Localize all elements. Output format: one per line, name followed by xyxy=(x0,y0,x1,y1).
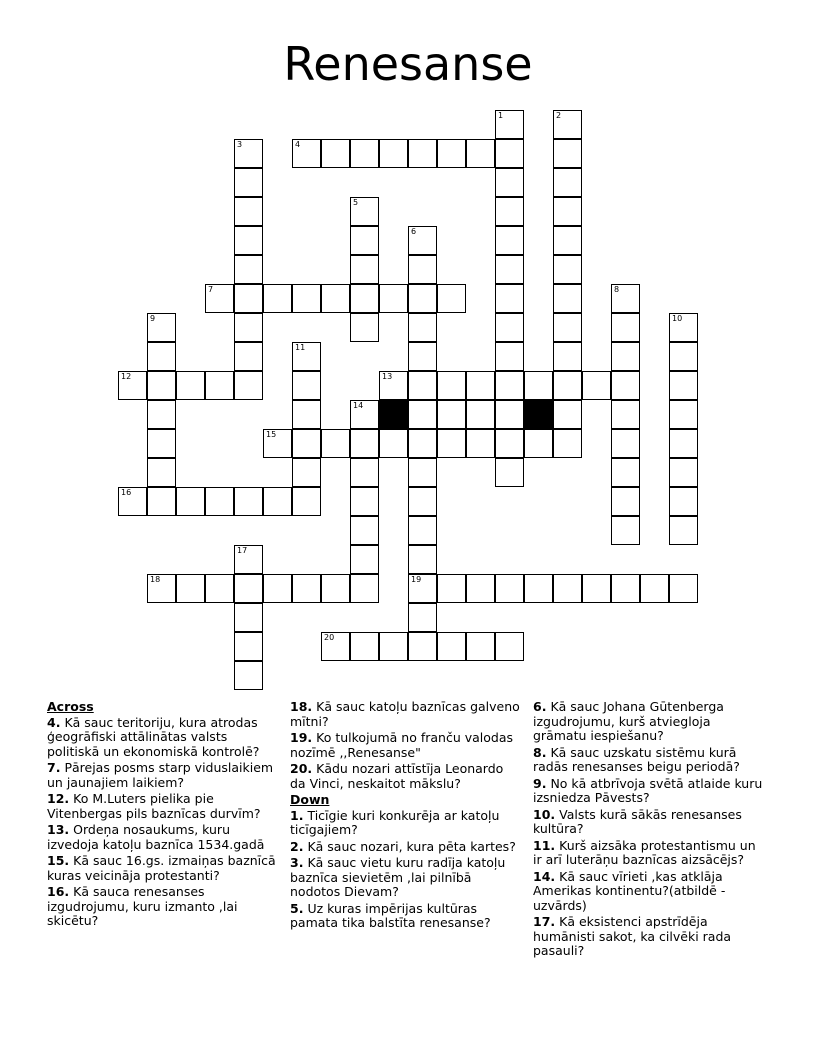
grid-cell[interactable] xyxy=(524,574,553,603)
clue-number-16: 16 xyxy=(121,488,132,497)
grid-cell[interactable] xyxy=(437,429,466,458)
grid-cell[interactable] xyxy=(408,313,437,342)
grid-cell[interactable] xyxy=(495,168,524,197)
grid-cell[interactable] xyxy=(292,574,321,603)
grid-cell[interactable] xyxy=(495,342,524,371)
grid-cell[interactable] xyxy=(553,139,582,168)
grid-cell[interactable] xyxy=(640,574,669,603)
grid-cell[interactable] xyxy=(466,371,495,400)
grid-cell[interactable] xyxy=(408,458,437,487)
clue-number-10: 10 xyxy=(672,314,683,323)
grid-cell[interactable] xyxy=(495,371,524,400)
grid-cell[interactable] xyxy=(350,545,379,574)
grid-cell[interactable] xyxy=(611,284,640,313)
grid-cell[interactable] xyxy=(611,458,640,487)
grid-cell[interactable] xyxy=(118,487,147,516)
grid-cell[interactable] xyxy=(408,516,437,545)
grid-cell[interactable] xyxy=(669,400,698,429)
clue-down-14: 14. Kā sauc vīrieti ,kas atklāja Amerikas kontinentu?(atbildē - uzvārds) xyxy=(533,868,726,913)
grid-cell[interactable] xyxy=(234,168,263,197)
grid-cell[interactable] xyxy=(263,574,292,603)
grid-cell[interactable] xyxy=(292,342,321,371)
grid-cell[interactable] xyxy=(234,197,263,226)
grid-cell[interactable] xyxy=(176,574,205,603)
grid-cell[interactable] xyxy=(669,487,698,516)
clue-down-1: 1. Ticīgie kuri konkurēja ar katoļu ticīgajiem? xyxy=(290,807,500,837)
grid-cell[interactable] xyxy=(350,313,379,342)
grid-cell[interactable] xyxy=(350,139,379,168)
grid-cell[interactable] xyxy=(379,284,408,313)
grid-cell[interactable] xyxy=(553,110,582,139)
grid-cell[interactable] xyxy=(379,139,408,168)
grid-cell[interactable] xyxy=(147,313,176,342)
grid-cell[interactable] xyxy=(147,342,176,371)
black-square xyxy=(524,400,553,429)
grid-cell[interactable] xyxy=(495,400,524,429)
grid-cell[interactable] xyxy=(437,632,466,661)
grid-cell[interactable] xyxy=(611,516,640,545)
grid-cell[interactable] xyxy=(176,487,205,516)
black-square xyxy=(379,400,408,429)
grid-cell[interactable] xyxy=(611,342,640,371)
clue-across-16: 16. Kā sauca renesanses izgudrojumu, kuru izmanto ,lai skicētu? xyxy=(47,884,238,928)
grid-cell[interactable] xyxy=(176,371,205,400)
clue-down-6: 6. Kā sauc Johana Gūtenberga izgudrojumu, kurš atviegloja grāmatu iespiešanu? xyxy=(533,699,724,743)
grid-cell[interactable] xyxy=(292,458,321,487)
grid-cell[interactable] xyxy=(669,342,698,371)
grid-cell[interactable] xyxy=(321,429,350,458)
grid-cell[interactable] xyxy=(669,458,698,487)
grid-cell[interactable] xyxy=(553,342,582,371)
clue-number-20: 20 xyxy=(324,633,335,642)
grid-cell[interactable] xyxy=(321,632,350,661)
grid-cell[interactable] xyxy=(234,255,263,284)
grid-cell[interactable] xyxy=(234,139,263,168)
clue-number-9: 9 xyxy=(150,314,156,323)
clues-column-2 xyxy=(290,700,522,933)
grid-cell[interactable] xyxy=(379,429,408,458)
down-heading: Down xyxy=(290,792,330,807)
grid-cell[interactable] xyxy=(147,429,176,458)
grid-cell[interactable] xyxy=(553,400,582,429)
grid-cell[interactable] xyxy=(263,284,292,313)
grid-cell[interactable] xyxy=(408,226,437,255)
grid-cell[interactable] xyxy=(611,574,640,603)
grid-cell[interactable] xyxy=(147,458,176,487)
grid-cell[interactable] xyxy=(147,574,176,603)
clue-number-17: 17 xyxy=(237,546,248,555)
grid-cell[interactable] xyxy=(350,574,379,603)
grid-cell[interactable] xyxy=(234,226,263,255)
grid-cell[interactable] xyxy=(495,632,524,661)
grid-cell[interactable] xyxy=(292,429,321,458)
grid-cell[interactable] xyxy=(379,632,408,661)
grid-cell[interactable] xyxy=(292,400,321,429)
grid-cell[interactable] xyxy=(205,284,234,313)
grid-cell[interactable] xyxy=(408,255,437,284)
grid-cell[interactable] xyxy=(118,371,147,400)
grid-cell[interactable] xyxy=(350,487,379,516)
clue-number-1: 1 xyxy=(498,111,504,120)
grid-cell[interactable] xyxy=(669,371,698,400)
across-heading: Across xyxy=(47,699,94,714)
grid-cell[interactable] xyxy=(408,139,437,168)
grid-cell[interactable] xyxy=(234,661,263,690)
clues-column-3 xyxy=(533,700,765,961)
clue-down-2: 2. Kā sauc nozari, kura pēta kartes? xyxy=(290,838,516,854)
clue-number-8: 8 xyxy=(614,285,620,294)
clue-across-19: 19. Ko tulkojumā no franču valodas nozīmē ,,Renesanse" xyxy=(290,730,513,760)
grid-cell[interactable] xyxy=(292,139,321,168)
grid-cell[interactable] xyxy=(524,429,553,458)
grid-cell[interactable] xyxy=(553,255,582,284)
clue-across-7: 7. Pārejas posms starp viduslaikiem un jaunajiem laikiem? xyxy=(47,760,274,790)
clue-number-4: 4 xyxy=(295,140,301,149)
clue-across-20: 20. Kādu nozari attīstīja Leonardo da Vinci, neskaitot mākslu? xyxy=(290,761,504,791)
grid-cell[interactable] xyxy=(205,574,234,603)
clues-column-1 xyxy=(47,700,279,931)
grid-cell[interactable] xyxy=(263,487,292,516)
grid-cell[interactable] xyxy=(350,632,379,661)
grid-cell[interactable] xyxy=(234,371,263,400)
grid-cell[interactable] xyxy=(292,284,321,313)
grid-cell[interactable] xyxy=(350,458,379,487)
grid-cell[interactable] xyxy=(669,574,698,603)
grid-cell[interactable] xyxy=(669,429,698,458)
grid-cell[interactable] xyxy=(553,574,582,603)
grid-cell[interactable] xyxy=(321,284,350,313)
grid-cell[interactable] xyxy=(408,632,437,661)
clue-down-8: 8. Kā sauc uzskatu sistēmu kurā radās renesanses beigu periodā? xyxy=(533,744,740,774)
grid-cell[interactable] xyxy=(408,603,437,632)
clue-down-17: 17. Kā eksistenci apstrīdēja humānisti sakot, ka cilvēki rada pasauli? xyxy=(533,914,732,958)
clue-across-15: 15. Kā sauc 16.gs. izmaiņas baznīcā kuras veicināja protestanti? xyxy=(47,853,276,883)
grid-cell[interactable] xyxy=(524,371,553,400)
grid-cell[interactable] xyxy=(495,284,524,313)
grid-cell[interactable] xyxy=(147,371,176,400)
grid-cell[interactable] xyxy=(350,255,379,284)
grid-cell[interactable] xyxy=(437,574,466,603)
grid-cell[interactable] xyxy=(234,284,263,313)
clue-across-4: 4. Kā sauc teritoriju, kura atrodas ģeogrāfiski attālinātas valsts politiskā un ekonomiskā kontrolē? xyxy=(47,714,260,759)
grid-cell[interactable] xyxy=(611,313,640,342)
clue-across-13: 13. Ordeņa nosaukums, kuru izvedoja katoļu baznīca 1534.gadā xyxy=(47,822,265,852)
grid-cell[interactable] xyxy=(495,226,524,255)
grid-cell[interactable] xyxy=(669,313,698,342)
grid-cell[interactable] xyxy=(350,197,379,226)
grid-cell[interactable] xyxy=(350,516,379,545)
clue-number-5: 5 xyxy=(353,198,359,207)
grid-cell[interactable] xyxy=(669,516,698,545)
grid-cell[interactable] xyxy=(553,371,582,400)
clue-down-9: 9. No kā atbrīvoja svētā atlaide kuru izsniedza Pāvests? xyxy=(533,775,763,805)
grid-cell[interactable] xyxy=(553,429,582,458)
grid-cell[interactable] xyxy=(437,284,466,313)
clue-number-15: 15 xyxy=(266,430,277,439)
clue-number-19: 19 xyxy=(411,575,422,584)
grid-cell[interactable] xyxy=(495,197,524,226)
grid-cell[interactable] xyxy=(437,139,466,168)
grid-cell[interactable] xyxy=(466,574,495,603)
grid-cell[interactable] xyxy=(234,632,263,661)
grid-cell[interactable] xyxy=(408,342,437,371)
grid-cell[interactable] xyxy=(495,255,524,284)
grid-cell[interactable] xyxy=(437,400,466,429)
grid-cell[interactable] xyxy=(234,313,263,342)
clue-down-3: 3. Kā sauc vietu kuru radīja katoļu baznīca sievietēm ,lai pilnībā nodotos Dievam? xyxy=(290,855,506,899)
grid-cell[interactable] xyxy=(147,400,176,429)
clue-across-18: 18. Kā sauc katoļu baznīcas galveno mītni? xyxy=(290,699,520,729)
clue-number-14: 14 xyxy=(353,401,364,410)
grid-cell[interactable] xyxy=(292,487,321,516)
grid-cell[interactable] xyxy=(495,313,524,342)
grid-cell[interactable] xyxy=(582,574,611,603)
grid-cell[interactable] xyxy=(466,632,495,661)
grid-cell[interactable] xyxy=(466,139,495,168)
clue-number-2: 2 xyxy=(556,111,562,120)
grid-cell[interactable] xyxy=(495,429,524,458)
grid-cell[interactable] xyxy=(263,429,292,458)
grid-cell[interactable] xyxy=(292,371,321,400)
clue-number-13: 13 xyxy=(382,372,393,381)
clue-number-12: 12 xyxy=(121,372,132,381)
clue-down-10: 10. Valsts kurā sākās renesanses kultūra? xyxy=(533,806,742,836)
grid-cell[interactable] xyxy=(408,429,437,458)
grid-cell[interactable] xyxy=(350,226,379,255)
grid-cell[interactable] xyxy=(408,284,437,313)
grid-cell[interactable] xyxy=(611,429,640,458)
grid-cell[interactable] xyxy=(205,487,234,516)
clue-number-6: 6 xyxy=(411,227,417,236)
grid-cell[interactable] xyxy=(553,284,582,313)
grid-cell[interactable] xyxy=(408,574,437,603)
grid-cell[interactable] xyxy=(466,400,495,429)
grid-cell[interactable] xyxy=(234,574,263,603)
grid-cell[interactable] xyxy=(350,400,379,429)
grid-cell[interactable] xyxy=(466,429,495,458)
grid-cell[interactable] xyxy=(553,168,582,197)
clue-number-11: 11 xyxy=(295,343,306,352)
grid-cell[interactable] xyxy=(611,371,640,400)
grid-cell[interactable] xyxy=(495,574,524,603)
grid-cell[interactable] xyxy=(611,400,640,429)
grid-cell[interactable] xyxy=(611,487,640,516)
grid-cell[interactable] xyxy=(408,487,437,516)
grid-cell[interactable] xyxy=(495,110,524,139)
grid-cell[interactable] xyxy=(408,545,437,574)
grid-cell[interactable] xyxy=(379,371,408,400)
grid-cell[interactable] xyxy=(234,545,263,574)
grid-cell[interactable] xyxy=(495,458,524,487)
grid-cell[interactable] xyxy=(350,429,379,458)
puzzle-title: Renesanse xyxy=(283,37,533,91)
grid-cell[interactable] xyxy=(553,197,582,226)
grid-cell[interactable] xyxy=(234,487,263,516)
grid-cell[interactable] xyxy=(321,574,350,603)
grid-cell[interactable] xyxy=(553,313,582,342)
grid-cell[interactable] xyxy=(234,342,263,371)
clue-down-11: 11. Kurš aizsāka protestantismu un ir arī luterāņu baznīcas aizsācējs? xyxy=(533,837,756,867)
clue-down-5: 5. Uz kuras impērijas kultūras pamata tika balstīta renesanse? xyxy=(290,900,491,930)
grid-cell[interactable] xyxy=(582,371,611,400)
grid-cell[interactable] xyxy=(234,603,263,632)
grid-cell[interactable] xyxy=(147,487,176,516)
grid-cell[interactable] xyxy=(205,371,234,400)
grid-cell[interactable] xyxy=(495,139,524,168)
grid-cell[interactable] xyxy=(408,371,437,400)
clue-number-3: 3 xyxy=(237,140,243,149)
grid-cell[interactable] xyxy=(437,371,466,400)
grid-cell[interactable] xyxy=(553,226,582,255)
clue-number-7: 7 xyxy=(208,285,214,294)
clue-number-18: 18 xyxy=(150,575,161,584)
clue-across-12: 12. Ko M.Luters pielika pie Vitenbergas pils baznīcas durvīm? xyxy=(47,791,261,821)
grid-cell[interactable] xyxy=(321,139,350,168)
grid-cell[interactable] xyxy=(350,284,379,313)
grid-cell[interactable] xyxy=(408,400,437,429)
